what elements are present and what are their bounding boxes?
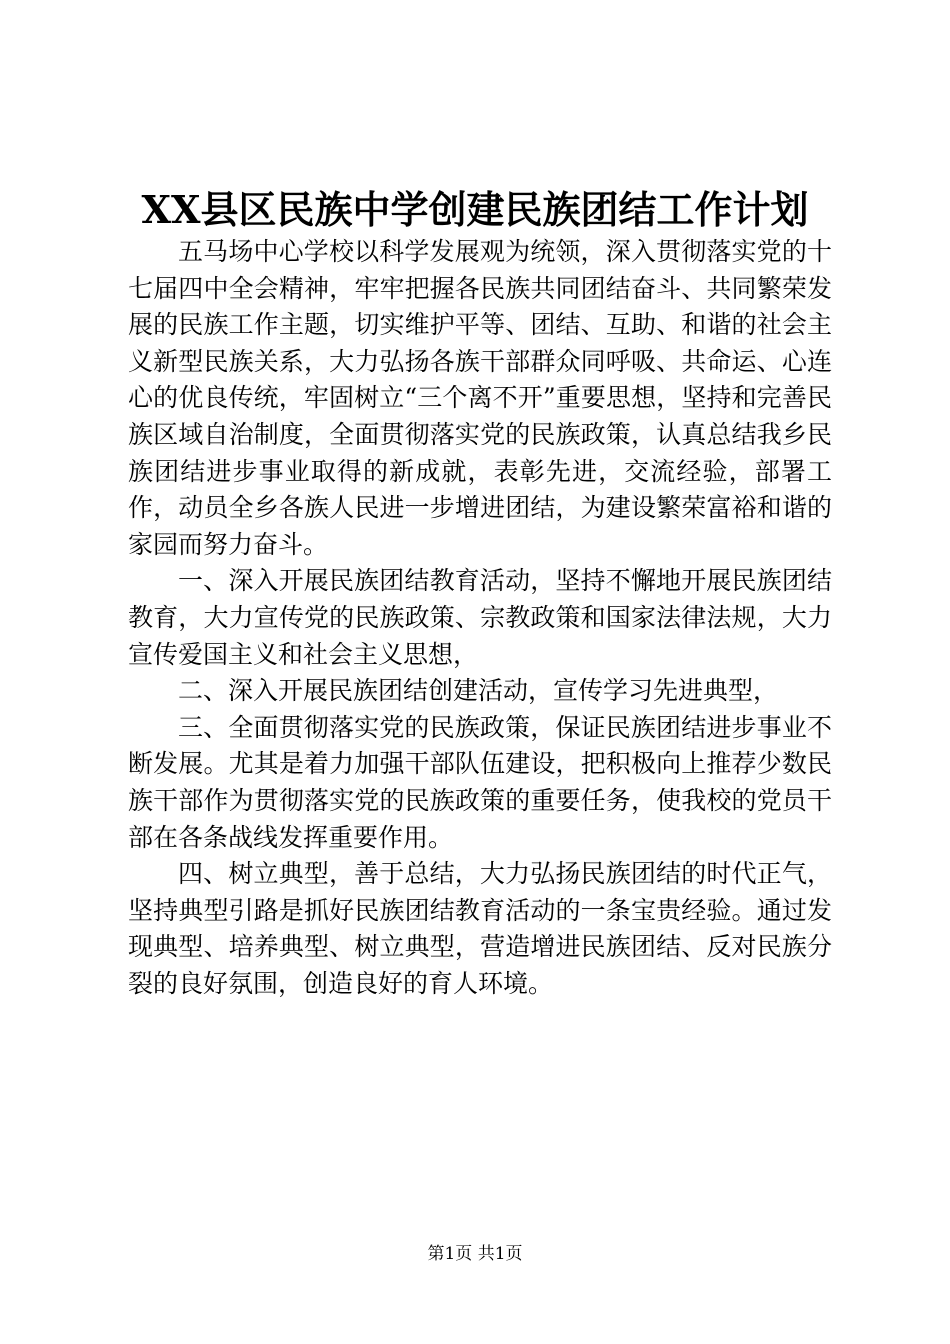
page-number-footer: 第1页 共1页 (427, 1244, 523, 1264)
paragraph-point-3: 三、全面贯彻落实党的民族政策，保证民族团结进步事业不断发展。尤其是着力加强干部队伍建设，把积极向上推荐少数民族干部作为贯彻落实党的民族政策的重要任务，使我校的党员干部在各条战线发挥重要作用。 (128, 712, 832, 852)
document-title: XX县区民族中学创建民族团结工作计划 (141, 187, 809, 232)
document-body (128, 234, 832, 1002)
paragraph-intro: 五马场中心学校以科学发展观为统领，深入贯彻落实党的十七届四中全会精神，牢牢把握各民族共同团结奋斗、共同繁荣发展的民族工作主题，切实维护平等、团结、互助、和谐的社会主义新型民族关系，大力弘扬各族干部群众同呼吸、共命运、心连心的优良传统，牢固树立“三个离不开”重要思想，坚持和完善民族区域自治制度，全面贯彻落实党的民族政策，认真总结我乡民族团结进步事业取得的新成就，表彰先进，交流经验，部署工作，动员全乡各族人民进一步增进团结，为建设繁荣富裕和谐的家园而努力奋斗。 (128, 237, 832, 559)
paragraph-point-2: 二、深入开展民族团结创建活动，宣传学习先进典型， (178, 676, 779, 706)
paragraph-point-4: 四、树立典型，善于总结，大力弘扬民族团结的时代正气，坚持典型引路是抓好民族团结教育活动的一条宝贵经验。通过发现典型、培养典型、树立典型，营造增进民族团结、反对民族分裂的良好氛围，创造良好的育人环境。 (128, 859, 832, 998)
paragraph-point-1: 一、深入开展民族团结教育活动，坚持不懈地开展民族团结教育，大力宣传党的民族政策、宗教政策和国家法律法规，大力宣传爱国主义和社会主义思想， (128, 566, 832, 669)
